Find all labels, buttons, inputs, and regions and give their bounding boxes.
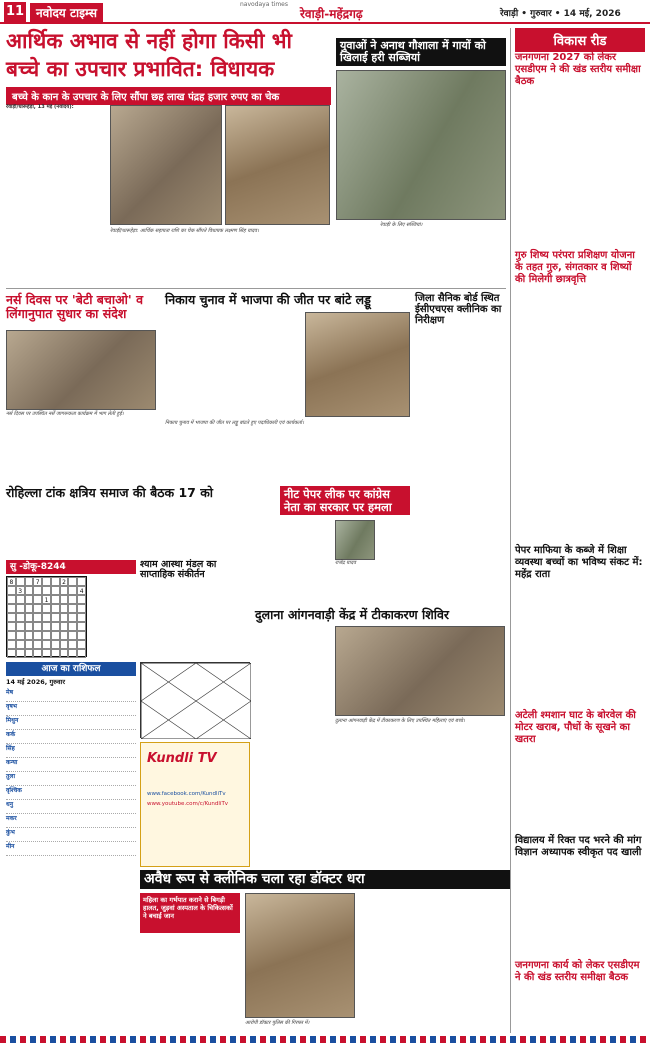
sudoku-cell [51, 640, 60, 649]
sudoku-cell [68, 640, 77, 649]
sudoku-cell [51, 604, 60, 613]
sudoku-cell [25, 640, 34, 649]
lead-body [6, 104, 106, 236]
rc-story1-body [515, 80, 645, 245]
facebook-link[interactable]: www.facebook.com/KundliTv [147, 791, 226, 797]
rc-story1-head: जनगणना 2027 को लेकर एसडीएम ने की खंड स्तरीय समीक्षा बैठक [515, 52, 641, 87]
rashi-item: मकर [6, 814, 136, 828]
rc-story2-head: गुरु शिष्य परंपरा प्रशिक्षण योजना के तहत गुरु, संगतकार व शिष्यों की मिलेगी छात्रवृत्ति [515, 250, 635, 285]
youtube-link[interactable]: www.youtube.com/c/KundliTv [147, 801, 229, 807]
rashi-item: मेष [6, 688, 136, 702]
lead-subhead: बच्चे के कान के उपचार के लिए सौंपा छह लाख पंद्रह हजार रुपए का चेक [6, 87, 331, 105]
rc-story2-body [515, 290, 645, 540]
rashi-item: कन्या [6, 758, 136, 772]
sudoku-cell [25, 631, 34, 640]
sudoku-cell: 4 [77, 586, 86, 595]
footer-strip [0, 1036, 650, 1043]
sudoku-cell [16, 604, 25, 613]
rc-story3-head: पेपर माफिया के कब्जे में शिक्षा व्यवस्था बच्चों का भविष्य संकट में: महेंद्र राता [515, 545, 643, 580]
sudoku-cell [77, 613, 86, 622]
sudoku-cell [33, 631, 42, 640]
clinic-caption: आरोपी डॉक्टर पुलिस की गिरफ्त में। [245, 1020, 310, 1026]
sudoku-cell [77, 595, 86, 604]
sudoku-cell [51, 595, 60, 604]
neet-headline: नीट पेपर लीक पर कांग्रेस नेता का सरकार पर हमला [280, 486, 410, 515]
rc-story5-body [515, 865, 645, 955]
sudoku-cell [16, 649, 25, 658]
rashi-item: मीन [6, 842, 136, 856]
sudoku-cell [7, 631, 16, 640]
rashi-item: सिंह [6, 744, 136, 758]
lead-headline-1: आर्थिक अभाव से नहीं होगा किसी भी [6, 29, 292, 53]
sudoku-cell [7, 586, 16, 595]
rc-story4-body [515, 740, 645, 830]
rashifal-body [6, 872, 136, 1032]
bjp-headline: निकाय चुनाव में भाजपा की जीत पर बांटे लड्डू [165, 292, 371, 307]
rc-story3-body [515, 585, 645, 705]
paper-name: नवोदय टाइम्स [30, 3, 103, 22]
sudoku-cell [7, 649, 16, 658]
sudoku-cell [68, 604, 77, 613]
board-body [415, 345, 507, 545]
right-section-head: विकास रीड [515, 28, 645, 52]
sudoku-cell [68, 577, 77, 586]
date-line: रेवाड़ी • गुरुवार • 14 मई, 2026 [500, 9, 621, 19]
astha-body [140, 585, 250, 657]
sudoku-cell [42, 640, 51, 649]
sudoku-cell [42, 613, 51, 622]
clinic-body-2 [360, 893, 510, 1033]
sudoku-cell [33, 622, 42, 631]
city-tag: रेवाड़ी-महेंद्रगढ़ [300, 7, 363, 21]
sudoku-cell [51, 631, 60, 640]
sudoku-cell [60, 604, 69, 613]
clinic-inset: महिला का गर्भपात कराने से बिगड़ी हालत, जुड़वां अस्पताल के चिकित्सकों ने बचाई जान [140, 893, 240, 933]
sudoku-cell [25, 577, 34, 586]
sudoku-cell [51, 586, 60, 595]
sudoku-cell [60, 586, 69, 595]
anganwadi-caption: दुलाना आंगनवाड़ी केंद्र में टीकाकरण के लिए उपस्थित महिलाएं एवं बच्चे। [335, 718, 465, 724]
sudoku-cell [60, 613, 69, 622]
sudoku-cell [33, 613, 42, 622]
rc-story6-body [515, 988, 645, 1033]
sudoku-cell [25, 613, 34, 622]
lead-photo [110, 105, 222, 225]
sudoku-cell [51, 622, 60, 631]
sudoku-cell [60, 649, 69, 658]
lead-headline-2: बच्चे का उपचार प्रभावित: विधायक [6, 57, 275, 81]
gaushala-photo [336, 70, 506, 220]
lead-photo-2 [225, 105, 330, 225]
rashi-item: धनु [6, 800, 136, 814]
sudoku-cell [25, 586, 34, 595]
rashi-item: कुंभ [6, 828, 136, 842]
sudoku-cell [60, 595, 69, 604]
sudoku-cell [42, 577, 51, 586]
sudoku-cell [77, 631, 86, 640]
anganwadi-body [255, 626, 330, 746]
masthead [0, 0, 650, 24]
sudoku-cell [7, 604, 16, 613]
sudoku-cell [33, 640, 42, 649]
sudoku-cell [77, 640, 86, 649]
sudoku-cell [25, 595, 34, 604]
bjp-caption: निकाय चुनाव में भाजपा की जीत पर लड्डू बांटते हुए पदाधिकारी एवं कार्यकर्ता। [165, 420, 304, 426]
gaushala-caption: रेवाड़ी के लिए सब्जियां। [380, 222, 423, 228]
rashifal-date: 14 मई 2026, गुरुवार [6, 678, 65, 686]
sudoku-cell: 8 [7, 577, 16, 586]
neet-photo-caption: राजेंद्र यादव [335, 560, 356, 566]
nurses-body [6, 420, 161, 482]
sudoku-cell [60, 622, 69, 631]
rashi-item: मिथुन [6, 716, 136, 730]
sudoku-cell [42, 586, 51, 595]
sudoku-cell [51, 649, 60, 658]
lead-caption: रेवाड़ी/धारूहेड़ा: आर्थिक सहायता राशि का चेक सौंपते विधायक लक्ष्मण सिंह यादव। [110, 228, 259, 234]
anganwadi-headline: दुलाना आंगनवाड़ी केंद्र में टीकाकरण शिविर [255, 607, 450, 622]
sudoku-cell [68, 649, 77, 658]
sudoku-instructions [90, 576, 136, 657]
sudoku-cell [25, 649, 34, 658]
sudoku-cell [7, 595, 16, 604]
rashi-item: वृश्चिक [6, 786, 136, 800]
bjp-body [165, 312, 300, 417]
sudoku-cell [7, 613, 16, 622]
bjp-photo [305, 312, 410, 417]
sudoku-cell [16, 622, 25, 631]
kundli-brand: Kundli TV [147, 751, 217, 766]
lead-dateline: रेवाड़ी/धारूहेड़ा, 13 मई (नवोदय): [6, 104, 74, 110]
sudoku-cell [16, 577, 25, 586]
clinic-headline: अवैध रूप से क्लीनिक चला रहा डॉक्टर धरा [140, 870, 510, 889]
sudoku-grid [6, 576, 87, 657]
sudoku-cell [51, 613, 60, 622]
site-name: navodaya times [240, 1, 289, 8]
sudoku-title: सु -डोकू-8244 [6, 560, 136, 574]
sudoku-cell [68, 631, 77, 640]
rc-story4-head: अटेली श्मशान घाट के बोरवेल की मोटर खराब, पौधों के सूखने का खतरा [515, 710, 636, 745]
sudoku-cell [16, 631, 25, 640]
sudoku-cell [77, 622, 86, 631]
rashifal-list [6, 688, 136, 868]
sudoku-cell [33, 586, 42, 595]
clinic-body [140, 936, 240, 1034]
page-number: 11 [4, 2, 26, 22]
sudoku-cell [33, 604, 42, 613]
nurses-caption: नर्स दिवस पर उपस्थित नर्सें जागरूकता कार्यक्रम में भाग लेती हुईं। [6, 411, 124, 417]
sudoku-cell [68, 622, 77, 631]
sudoku-cell: 2 [60, 577, 69, 586]
sudoku-cell [68, 613, 77, 622]
rc-story5-head: विद्यालय में रिक्त पद भरने की मांग विज्ञान अध्यापक स्वीकृत पद खाली [515, 835, 642, 858]
rashi-item: तुला [6, 772, 136, 786]
neet-body [280, 565, 505, 605]
rashifal-title: आज का राशिफल [6, 662, 136, 676]
sudoku-cell: 7 [33, 577, 42, 586]
kundli-ad [140, 742, 250, 867]
gaushala-headline: युवाओं ने अनाथ गौशाला में गायों को खिलाई हरी सब्जियां [336, 38, 506, 66]
anganwadi-photo [335, 626, 505, 716]
neet-photo [335, 520, 375, 560]
clinic-photo [245, 893, 355, 1018]
rc-story6-head: जनगणना कार्य को लेकर एसडीएम ने की खंड स्तरीय समीक्षा बैठक [515, 960, 640, 983]
sudoku-cell [42, 604, 51, 613]
rohilla-headline: रोहिल्ला टांक क्षत्रिय समाज की बैठक 17 को [6, 485, 214, 500]
sudoku-cell [16, 613, 25, 622]
sudoku-cell: 3 [16, 586, 25, 595]
kundli-chart [140, 662, 250, 738]
sudoku-cell [51, 577, 60, 586]
divider [6, 288, 506, 289]
nurses-headline: नर्स दिवस पर 'बेटी बचाओ' व लिंगानुपात सुधार का संदेश [6, 292, 144, 321]
rashi-item: कर्क [6, 730, 136, 744]
sudoku-cell [25, 622, 34, 631]
sudoku-cell [77, 577, 86, 586]
nurses-photo [6, 330, 156, 410]
rashi-item: वृषभ [6, 702, 136, 716]
sudoku-cell [16, 640, 25, 649]
sudoku-cell [16, 595, 25, 604]
astha-headline: श्याम आस्था मंडल का साप्ताहिक संकीर्तन [140, 559, 217, 581]
sudoku-cell: 1 [42, 595, 51, 604]
sudoku-cell [33, 595, 42, 604]
column-divider [510, 28, 511, 1033]
sudoku-cell [42, 631, 51, 640]
sudoku-cell [25, 604, 34, 613]
rohilla-body [6, 505, 276, 555]
board-headline: जिला सैनिक बोर्ड स्थित ईसीएचएस क्लीनिक का निरीक्षण [415, 293, 502, 326]
sudoku-cell [77, 604, 86, 613]
sudoku-cell [42, 622, 51, 631]
sudoku-cell [68, 586, 77, 595]
sudoku-cell [33, 649, 42, 658]
sudoku-cell [77, 649, 86, 658]
sudoku-cell [68, 595, 77, 604]
sudoku-cell [7, 640, 16, 649]
sudoku-cell [60, 640, 69, 649]
sudoku-cell [42, 649, 51, 658]
gaushala-body [336, 232, 506, 284]
sudoku-cell [7, 622, 16, 631]
sudoku-cell [60, 631, 69, 640]
